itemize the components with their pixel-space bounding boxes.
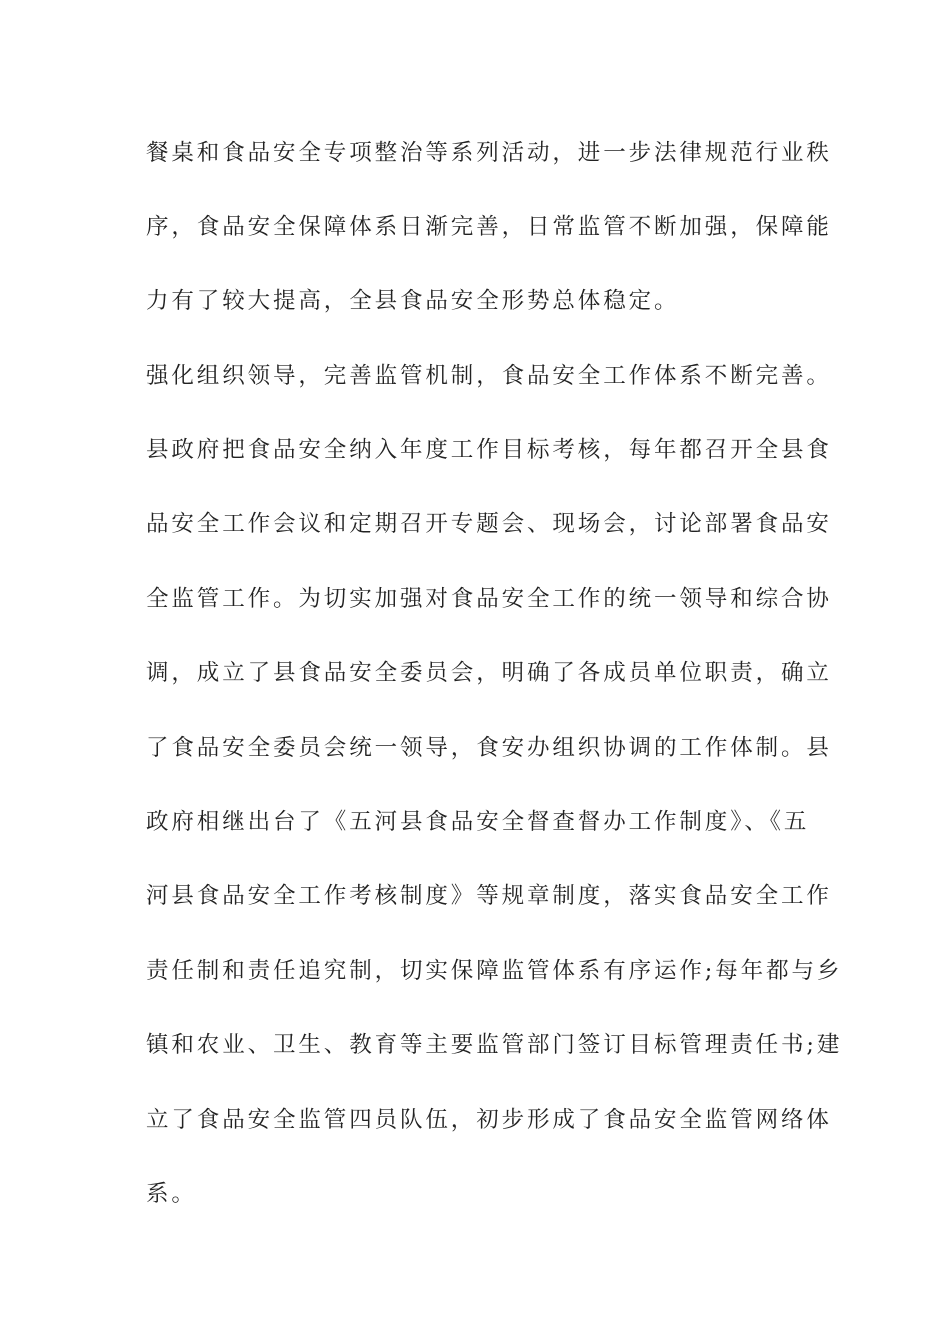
text-line: 品安全工作会议和定期召开专题会、现场会，讨论部署食品安: [146, 511, 832, 537]
text-line: 河县食品安全工作考核制度》等规章制度，落实食品安全工作: [146, 883, 832, 909]
text-line: 系。: [146, 1181, 197, 1207]
text-line: 序，食品安全保障体系日渐完善，日常监管不断加强，保障能: [146, 214, 832, 240]
text-line: 调，成立了县食品安全委员会，明确了各成员单位职责，确立: [146, 660, 832, 686]
text-line: 全监管工作。为切实加强对食品安全工作的统一领导和综合协: [146, 586, 832, 612]
text-line: 强化组织领导，完善监管机制，食品安全工作体系不断完善。: [146, 363, 832, 389]
text-line: 立了食品安全监管四员队伍，初步形成了食品安全监管网络体: [146, 1107, 832, 1133]
text-line: 餐桌和食品安全专项整治等系列活动，进一步法律规范行业秩: [146, 140, 832, 166]
text-line: 责任制和责任追究制，切实保障监管体系有序运作;每年都与乡: [146, 958, 843, 984]
text-line: 县政府把食品安全纳入年度工作目标考核，每年都召开全县食: [146, 437, 832, 463]
text-line: 力有了较大提高，全县食品安全形势总体稳定。: [146, 288, 680, 314]
text-line: 镇和农业、卫生、教育等主要监管部门签订目标管理责任书;建: [146, 1032, 843, 1058]
text-line: 政府相继出台了《五河县食品安全督查督办工作制度》、《五: [146, 809, 810, 835]
text-line: 了食品安全委员会统一领导，食安办组织协调的工作体制。县: [146, 735, 832, 761]
